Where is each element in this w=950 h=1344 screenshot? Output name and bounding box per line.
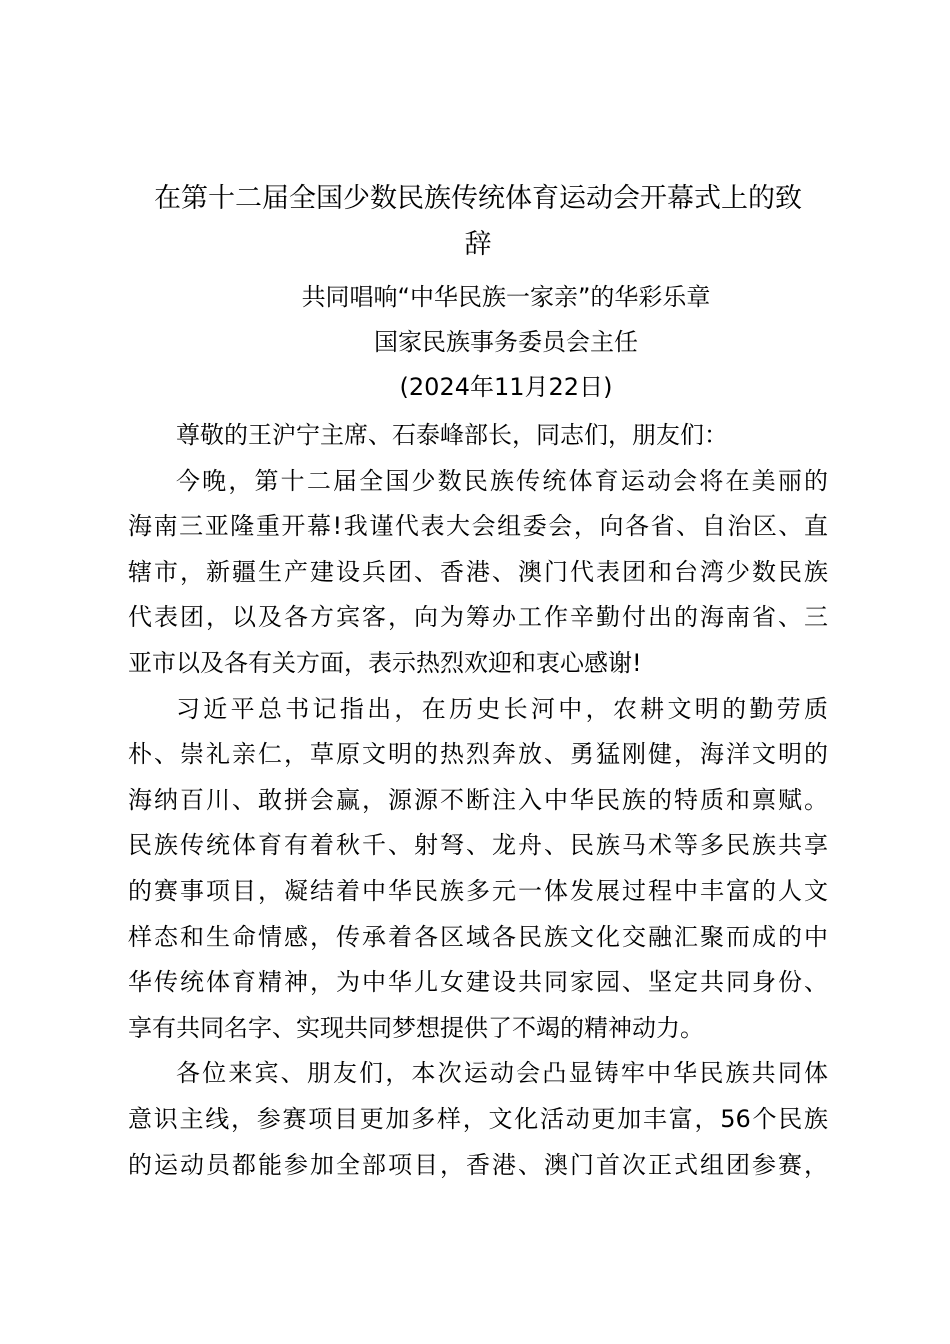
paragraph-line: 享有共同名字、实现共同梦想提供了不竭的精神动力。 [128,1013,704,1042]
document-author: 国家民族事务委员会主任 [374,328,638,356]
paragraph-line: 海南三亚隆重开幕!我谨代表大会组委会，向各省、自治区、直 [128,512,828,541]
paragraph-line: 的赛事项目，凝结着中华民族多元一体发展过程中丰富的人文 [128,876,828,905]
paragraph-line: 华传统体育精神，为中华儿女建设共同家园、坚定共同身份、 [128,968,828,997]
paragraph-line: 今晚，第十二届全国少数民族传统体育运动会将在美丽的 [176,466,828,495]
paragraph-line: 意识主线，参赛项目更加多样，文化活动更加丰富，56个民族 [128,1104,828,1133]
paragraph-line: 亚市以及各有关方面，表示热烈欢迎和衷心感谢! [128,648,642,677]
paragraph-line: 民族传统体育有着秋千、射弩、龙舟、民族马术等多民族共享 [128,831,828,860]
paragraph-line: 海纳百川、敢拼会赢，源源不断注入中华民族的特质和禀赋。 [128,785,828,814]
title-line-2: 辞 [464,229,492,260]
document-date: (2024年11月22日) [399,373,613,401]
paragraph-line: 代表团，以及各方宾客，向为筹办工作辛勤付出的海南省、三 [128,603,828,632]
paragraph-greeting [128,413,828,459]
document-body [128,413,828,1188]
title-line-1: 在第十二届全国少数民族传统体育运动会开幕式上的致 [154,183,802,214]
paragraph-3 [128,1051,828,1188]
paragraph-line: 朴、崇礼亲仁，草原文明的热烈奔放、勇猛刚健，海洋文明的 [128,740,828,769]
paragraph-2 [128,687,828,1052]
paragraph-line: 样态和生命情感，传承着各区域各民族文化交融汇聚而成的中 [128,922,828,951]
document-title [128,176,828,268]
paragraph-line: 辖市，新疆生产建设兵团、香港、澳门代表团和台湾少数民族 [128,557,828,586]
paragraph-line: 的运动员都能参加全部项目，香港、澳门首次正式组团参赛， [128,1150,828,1179]
paragraph-line: 各位来宾、朋友们，本次运动会凸显铸牢中华民族共同体 [176,1059,828,1088]
document-subtitle: 共同唱响“中华民族一家亲”的华彩乐章 [301,283,711,311]
paragraph-line: 习近平总书记指出，在历史长河中，农耕文明的勤劳质 [176,694,828,723]
paragraph-line: 尊敬的王沪宁主席、石泰峰部长，同志们，朋友们： [176,421,728,449]
paragraph-1 [128,459,828,687]
